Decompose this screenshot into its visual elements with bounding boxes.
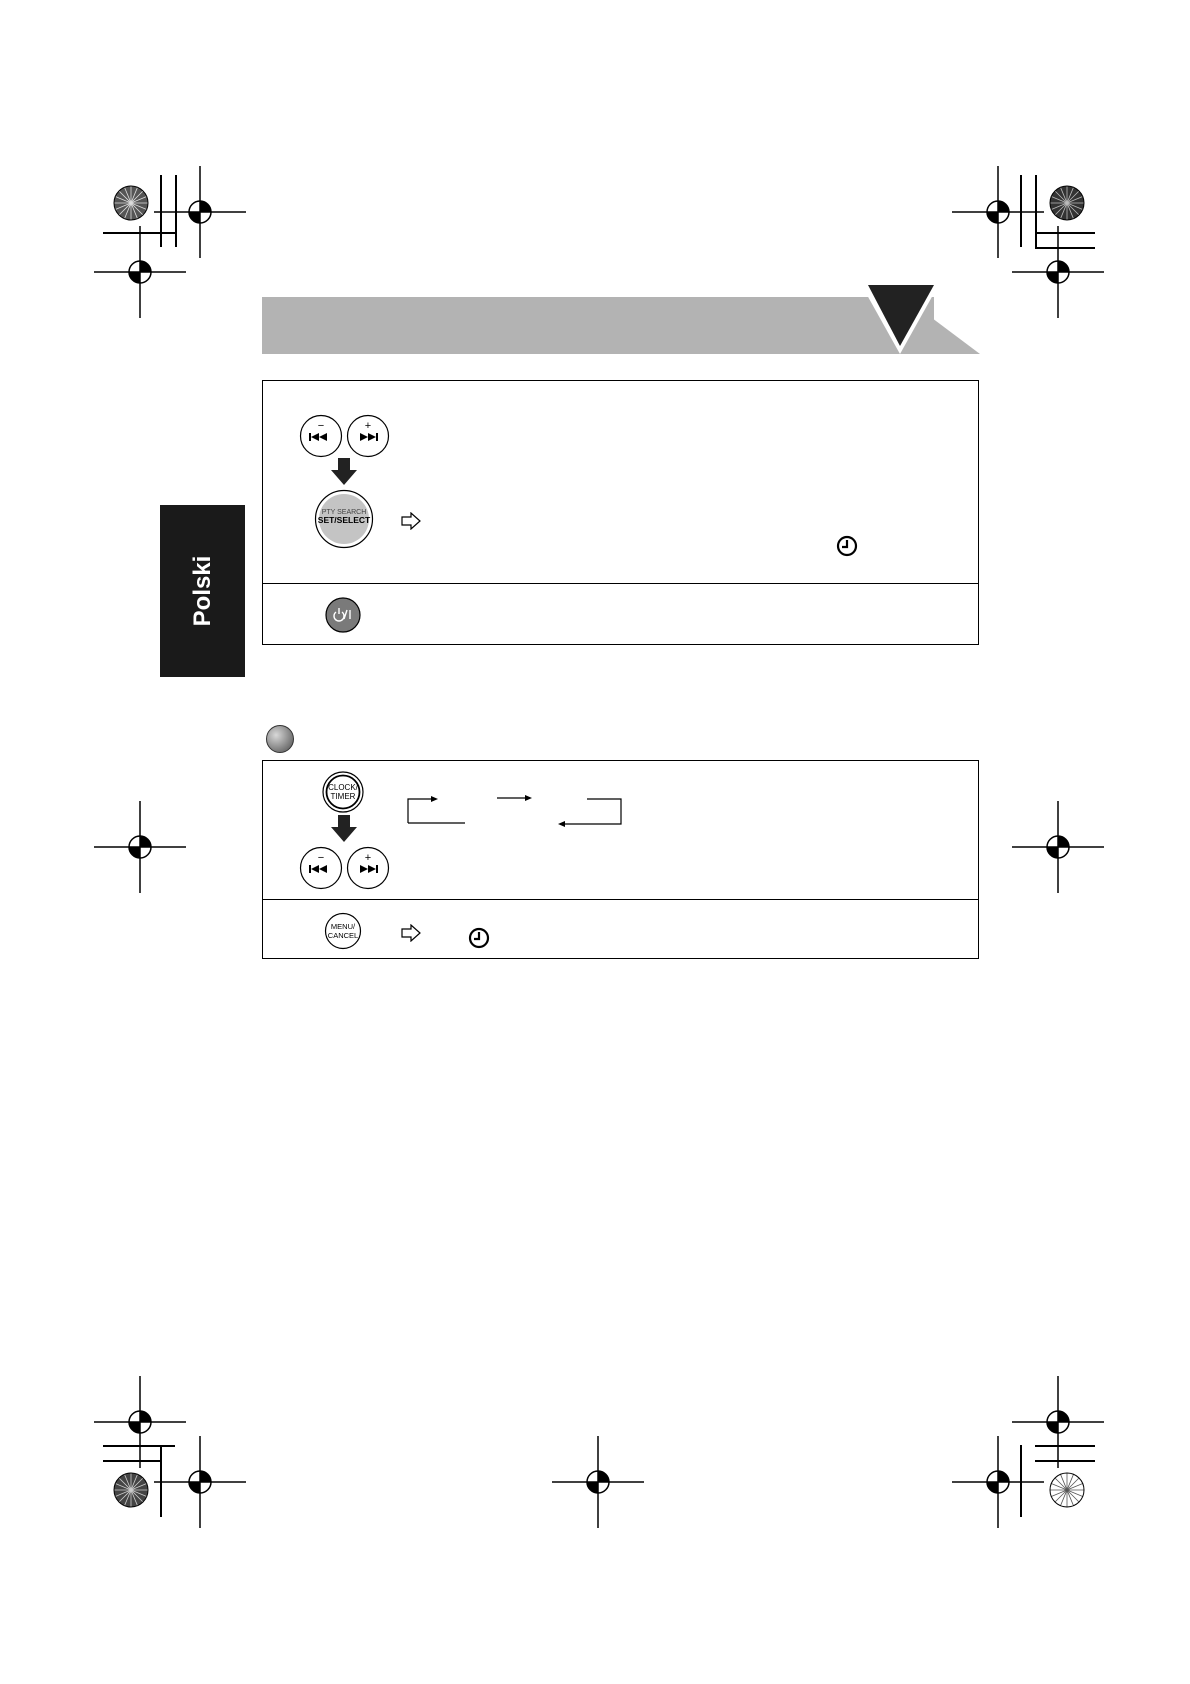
clock-timer-button[interactable]	[322, 771, 364, 813]
starburst-icon	[113, 1472, 149, 1508]
step-divider	[262, 899, 979, 900]
crop-mark-icon	[175, 175, 177, 247]
crop-mark-icon	[103, 1445, 175, 1447]
registration-mark-icon	[1012, 801, 1104, 893]
skip-back-button[interactable]	[299, 846, 343, 890]
crop-mark-icon	[1020, 1445, 1022, 1517]
crop-mark-icon	[103, 232, 175, 234]
crop-mark-icon	[103, 1460, 160, 1462]
plus-label: +	[364, 420, 372, 432]
clock-icon	[468, 927, 490, 949]
hollow-arrow-icon	[401, 512, 421, 530]
registration-mark-icon	[552, 1436, 644, 1528]
starburst-icon	[1049, 185, 1085, 221]
starburst-icon	[1049, 1472, 1085, 1508]
menu-cancel-button[interactable]	[324, 912, 362, 950]
header-triangle-icon	[860, 284, 980, 356]
power-button[interactable]	[325, 597, 361, 633]
language-label: Polski	[188, 555, 216, 627]
step-divider	[262, 583, 979, 584]
header-band	[262, 297, 934, 354]
minus-label: −	[317, 852, 325, 864]
minus-label: −	[317, 420, 325, 432]
clock-timer-label-1: CLOCK/	[328, 783, 358, 792]
crop-mark-icon	[160, 175, 162, 247]
set-select-button[interactable]	[314, 489, 374, 549]
section-bullet-icon	[266, 725, 294, 753]
skip-forward-button[interactable]	[346, 414, 390, 458]
registration-mark-icon	[154, 1436, 246, 1528]
hollow-arrow-icon	[401, 924, 421, 942]
flow-arrow-icon	[405, 790, 625, 830]
clock-timer-label-2: TIMER	[330, 792, 356, 801]
registration-mark-icon	[1012, 226, 1104, 318]
clock-icon	[836, 535, 858, 557]
registration-mark-icon	[94, 801, 186, 893]
menu-cancel-label-1: MENU/	[330, 922, 356, 931]
crop-mark-icon	[1035, 175, 1037, 247]
language-tab	[160, 505, 245, 677]
crop-mark-icon	[1035, 232, 1095, 234]
registration-mark-icon	[952, 1436, 1044, 1528]
menu-cancel-label-2: CANCEL	[327, 931, 359, 940]
starburst-icon	[113, 185, 149, 221]
plus-label: +	[364, 852, 372, 864]
pty-search-label: PTY SEARCH	[321, 509, 367, 516]
crop-mark-icon	[1035, 1445, 1095, 1447]
skip-back-button[interactable]	[299, 414, 343, 458]
down-arrow-icon	[330, 815, 358, 843]
crop-mark-icon	[160, 1445, 162, 1517]
set-select-label: SET/SELECT	[317, 515, 371, 525]
crop-mark-icon	[1035, 1460, 1095, 1462]
crop-mark-icon	[1020, 175, 1022, 247]
crop-mark-icon	[1035, 247, 1095, 249]
down-arrow-icon	[330, 458, 358, 486]
skip-forward-button[interactable]	[346, 846, 390, 890]
registration-mark-icon	[94, 226, 186, 318]
